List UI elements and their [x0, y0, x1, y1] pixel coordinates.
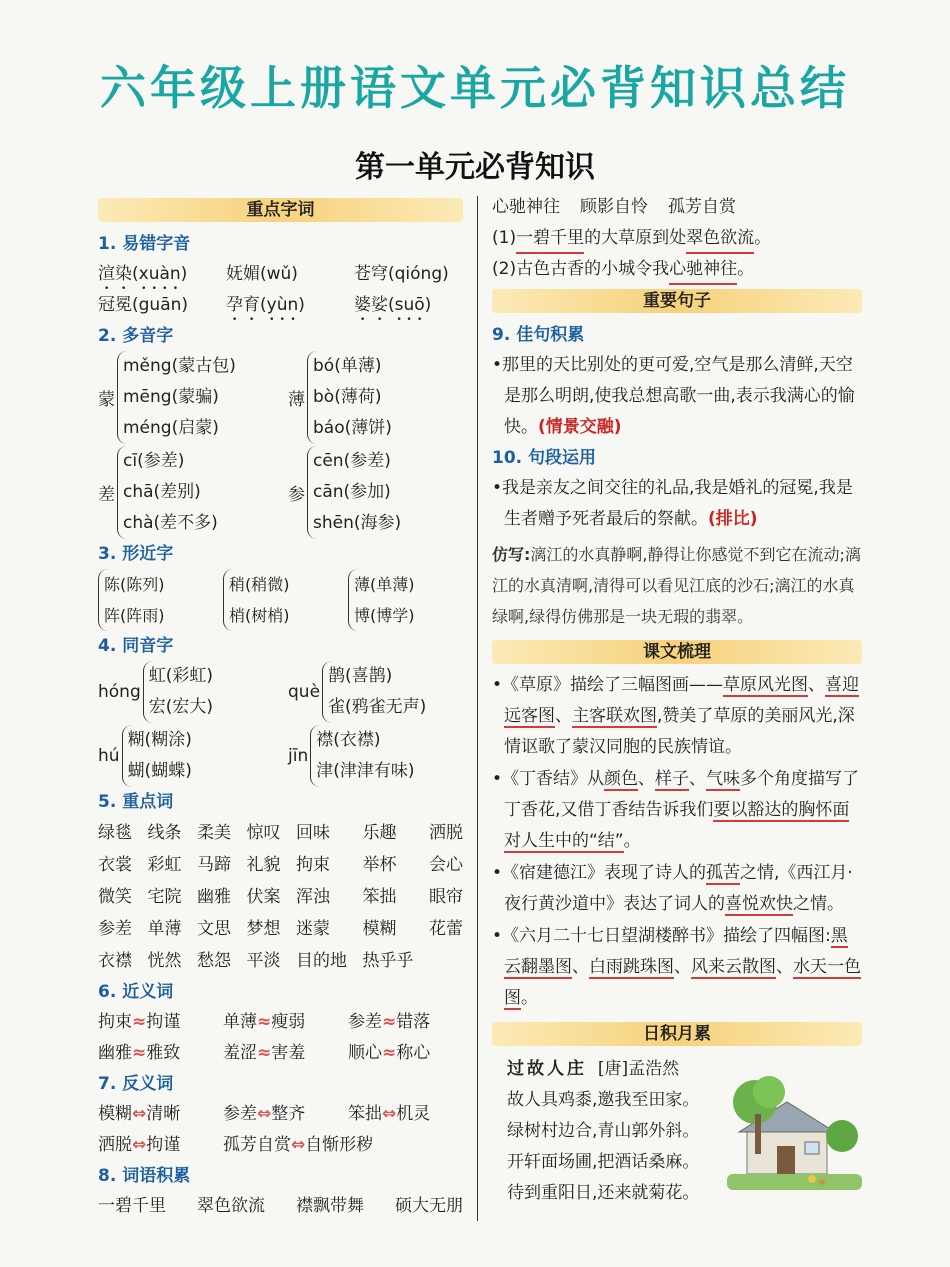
polyphone-item: shēn(海参)	[313, 513, 402, 533]
underlined-text: 喜迎远客图	[504, 675, 860, 726]
antonym-pair	[223, 1130, 463, 1161]
poem-author: [唐]孟浩然	[597, 1059, 680, 1079]
text: 、	[689, 769, 707, 789]
key-word: 目的地	[296, 951, 347, 971]
word-item: 渲染(xuàn)	[98, 264, 188, 284]
key-word: 愁怨	[197, 951, 231, 971]
accumulation-row-cont	[492, 192, 862, 223]
word-item: 翠色欲流	[197, 1196, 265, 1216]
polyphone-char: 差	[98, 485, 115, 505]
homophone-block-1	[98, 661, 463, 723]
key-word	[429, 945, 463, 977]
text: •《草原》描绘了三幅图画——	[492, 675, 724, 695]
word: 顺心	[348, 1043, 382, 1063]
opposite-arrow-icon: ⇔	[132, 1135, 147, 1155]
pronunciation-row	[98, 259, 463, 290]
word: 自惭形秽	[305, 1135, 374, 1155]
underlined-text: 喜悦欢快	[725, 894, 793, 914]
synonym-pair	[348, 1038, 463, 1069]
text: 。	[521, 988, 538, 1008]
approx-symbol: ≈	[382, 1012, 397, 1032]
word-item: 硕大无朋	[395, 1196, 463, 1216]
polyphone-group	[288, 351, 392, 444]
word-item: 孤芳自赏	[668, 197, 736, 217]
underlined-text: 样子	[655, 769, 690, 789]
underlined-text: 心驰神往	[669, 254, 737, 285]
underlined-text: 风来云散图	[691, 957, 776, 977]
homophone-item: 宏(宏大)	[148, 697, 214, 717]
review-item-1	[492, 670, 862, 763]
similar-item: 稍(稍微)	[229, 575, 290, 594]
similar-group	[98, 569, 223, 631]
key-word: 伏案	[246, 887, 281, 907]
polyphone-block-1	[98, 351, 463, 444]
polyphone-group	[288, 446, 401, 539]
synonym-pair	[223, 1007, 348, 1038]
good-sentence	[492, 350, 862, 443]
homophone-item: 蝴(蝴蝶)	[127, 761, 192, 781]
poem-line: 开轩面场圃,把酒话桑麻。	[507, 1152, 700, 1172]
pronunciation-row	[98, 290, 463, 321]
polyphone-item: měng(蒙古包)	[123, 356, 236, 376]
section-title-9: 9. 佳句积累	[492, 325, 585, 345]
word: 整齐	[271, 1104, 306, 1124]
opposite-arrow-icon: ⇔	[257, 1104, 272, 1124]
review-item-4	[492, 921, 862, 1014]
underlined-text: 气味	[706, 769, 741, 789]
homophone-pinyin: hóng	[98, 682, 141, 702]
similar-chars-block	[98, 569, 463, 631]
text: 多个角度描写了丁香花,又借丁香结告诉我们	[504, 769, 860, 820]
key-word: 梦想	[246, 919, 281, 939]
key-word: 宅院	[147, 887, 182, 907]
key-word: 微笑	[98, 887, 132, 907]
word: 错落	[396, 1012, 431, 1032]
key-word: 热乎乎	[362, 951, 414, 971]
approx-symbol: ≈	[382, 1043, 397, 1063]
word: 单薄	[223, 1012, 257, 1032]
section-title-4: 4. 同音字	[98, 636, 174, 656]
right-column	[492, 195, 862, 1209]
approx-symbol: ≈	[257, 1012, 272, 1032]
example-sentence-1	[492, 223, 862, 254]
underlined-text: 颜色	[604, 769, 639, 789]
unit-title: 第一单元必背知识	[355, 150, 595, 185]
key-word: 模糊	[362, 919, 397, 939]
antonym-pair	[98, 1099, 223, 1130]
homophone-item: 糊(糊涂)	[127, 730, 192, 750]
key-word: 绿毯	[98, 823, 132, 843]
key-word: 参差	[98, 919, 132, 939]
polyphone-item: bò(薄荷)	[313, 387, 382, 407]
banner-key-sentences: 重要句子	[492, 289, 862, 313]
text: (1)	[492, 228, 517, 248]
key-word: 文思	[197, 919, 231, 939]
key-word: 惊叹	[246, 823, 281, 843]
technique-tag: (排比)	[708, 509, 758, 529]
polyphone-item: cēn(参差)	[313, 451, 391, 471]
poem-line: 故人具鸡黍,邀我至田家。	[507, 1090, 700, 1110]
word: 模糊	[98, 1104, 132, 1124]
column-divider	[477, 196, 478, 1221]
polyphone-item: chà(差不多)	[123, 513, 218, 533]
main-title: 六年级上册语文单元必背知识总结	[100, 61, 850, 115]
key-word: 举杯	[362, 855, 397, 875]
word-item: 苍穹(qióng)	[354, 264, 449, 284]
section-title-6: 6. 近义词	[98, 982, 174, 1002]
underlined-text: 黑云翻墨图	[504, 926, 848, 977]
section-title-3: 3. 形近字	[98, 544, 174, 564]
homophone-item: 襟(衣襟)	[316, 730, 381, 750]
word: 笨拙	[348, 1104, 382, 1124]
antonym-pair	[348, 1099, 463, 1130]
homophone-item: 虹(彩虹)	[148, 666, 214, 686]
synonyms-grid	[98, 1007, 463, 1069]
text: 之情,《西江月·夜行黄沙道中》表达了词人的	[504, 863, 853, 914]
word: 拘谨	[146, 1012, 181, 1032]
polyphone-item: báo(薄饼)	[313, 418, 392, 438]
text: 。	[754, 228, 772, 248]
underlined-text: 主客联欢图	[572, 706, 657, 726]
poem-line: 绿树村边合,青山郭外斜。	[507, 1121, 700, 1141]
text: •《宿建德江》表现了诗人的	[492, 863, 707, 883]
key-word: 衣襟	[98, 951, 132, 971]
synonym-pair	[98, 1007, 223, 1038]
word: 雅致	[146, 1043, 181, 1063]
word: 羞涩	[223, 1043, 257, 1063]
text: 的大草原到处	[584, 228, 687, 248]
text: 。	[623, 831, 641, 851]
homophone-group	[98, 661, 288, 723]
key-word: 乐趣	[362, 823, 397, 843]
word: 机灵	[396, 1104, 431, 1124]
technique-tag: (情景交融)	[538, 417, 622, 437]
opposite-arrow-icon: ⇔	[291, 1135, 306, 1155]
underlined-text: 草原风光图	[723, 675, 809, 695]
word: 称心	[396, 1043, 431, 1063]
key-word: 洒脱	[429, 823, 463, 843]
word-item: 顾影自怜	[580, 197, 648, 217]
underlined-text: 水天一色图	[504, 957, 861, 1008]
key-word: 衣裳	[98, 855, 132, 875]
polyphone-block-2	[98, 446, 463, 539]
underlined-text: 一碧千里	[516, 223, 584, 254]
similar-item: 梢(树梢)	[229, 606, 290, 625]
word: 洒脱	[98, 1135, 132, 1155]
text: ,赞美了草原的美丽风光,深情讴歌了蒙汉同胞的民族情谊。	[504, 706, 855, 757]
synonym-pair	[348, 1007, 463, 1038]
banner-key-words: 重点字词	[98, 198, 463, 222]
review-item-3	[492, 858, 862, 920]
key-word: 花蕾	[429, 919, 463, 939]
underlined-text: 要以豁达的胸怀面对人生中的“结”	[504, 800, 850, 851]
homophone-pinyin: què	[288, 682, 321, 702]
antonyms-grid	[98, 1099, 463, 1161]
polyphone-item: bó(单薄)	[313, 356, 382, 376]
word: 拘束	[98, 1012, 132, 1032]
word-item: 心驰神往	[492, 197, 560, 217]
polyphone-item: chā(差别)	[123, 482, 201, 502]
polyphone-char: 蒙	[98, 390, 115, 410]
example-sentence-2	[492, 254, 862, 285]
homophone-item: 雀(鸦雀无声)	[328, 697, 427, 717]
homophone-item: 津(津津有味)	[316, 761, 415, 781]
key-word: 平淡	[246, 951, 281, 971]
approx-symbol: ≈	[132, 1043, 147, 1063]
text: •《六月二十七日望湖楼醉书》描绘了四幅图:	[492, 926, 831, 946]
word: 拘谨	[146, 1135, 181, 1155]
antonym-pair	[223, 1099, 348, 1130]
homophone-pinyin: jīn	[288, 746, 309, 766]
text: 。	[737, 259, 755, 279]
approx-symbol: ≈	[132, 1012, 147, 1032]
key-word: 马蹄	[197, 855, 231, 875]
text: •那里的天比别处的更可爱,空气是那么清鲜,天空是那么明朗,使我总想高歌一曲,表示我满心的愉快。	[492, 355, 855, 437]
word: 孤芳自赏	[223, 1135, 291, 1155]
key-word: 笨拙	[362, 887, 397, 907]
word-item: 妩媚(wǔ)	[226, 264, 298, 284]
approx-symbol: ≈	[257, 1043, 272, 1063]
section-title-1: 1. 易错字音	[98, 234, 191, 254]
polyphone-item: cī(参差)	[123, 451, 185, 471]
key-word: 线条	[147, 823, 182, 843]
left-column	[98, 195, 463, 1222]
polyphone-group	[98, 446, 288, 539]
key-word: 礼貌	[246, 855, 281, 875]
text: •《丁香结》从	[492, 769, 605, 789]
key-word: 柔美	[197, 823, 231, 843]
imitation-writing	[492, 539, 862, 632]
opposite-arrow-icon: ⇔	[132, 1104, 147, 1124]
review-item-2	[492, 764, 862, 857]
synonym-pair	[98, 1038, 223, 1069]
imitation-label: 仿写:	[492, 545, 531, 564]
word: 幽雅	[98, 1043, 132, 1063]
text: 、	[808, 675, 826, 695]
banner-daily-accumulation: 日积月累	[492, 1022, 862, 1046]
text: 、	[776, 957, 793, 977]
similar-item: 阵(阵雨)	[104, 606, 165, 625]
polyphone-char: 薄	[288, 390, 305, 410]
key-word: 眼帘	[429, 887, 463, 907]
similar-item: 陈(陈列)	[104, 575, 165, 594]
banner-text-review: 课文梳理	[492, 640, 862, 664]
similar-group	[348, 569, 415, 631]
synonym-pair	[223, 1038, 348, 1069]
word-item: 孕育(yùn)	[226, 295, 305, 315]
poem-line: 待到重阳日,还来就菊花。	[507, 1183, 700, 1203]
key-word: 会心	[429, 855, 463, 875]
word: 参差	[223, 1104, 257, 1124]
section-title-8: 8. 词语积累	[98, 1166, 191, 1186]
text: 、	[674, 957, 691, 977]
polyphone-group	[98, 351, 288, 444]
key-word: 恍然	[147, 951, 182, 971]
word-item: 襟飘带舞	[296, 1196, 364, 1216]
section-title-5: 5. 重点词	[98, 792, 174, 812]
homophone-block-2	[98, 725, 463, 787]
key-word: 彩虹	[147, 855, 182, 875]
word-item: 冠冕(guān)	[98, 295, 189, 315]
section-title-7: 7. 反义词	[98, 1074, 174, 1094]
word: 清晰	[146, 1104, 181, 1124]
word-item: 婆娑(suō)	[354, 295, 432, 315]
text: 、	[638, 769, 656, 789]
antonym-pair	[98, 1130, 223, 1161]
key-word: 拘束	[296, 855, 330, 875]
key-words-grid	[98, 817, 463, 977]
section-title-10: 10. 句段运用	[492, 448, 597, 468]
key-word: 回味	[296, 823, 330, 843]
homophone-group	[288, 661, 426, 723]
word: 瘦弱	[271, 1012, 306, 1032]
key-word: 单薄	[147, 919, 182, 939]
poem-block	[492, 1054, 862, 1209]
key-word: 幽雅	[197, 887, 231, 907]
underlined-text: 白雨跳珠图	[589, 957, 674, 977]
text: 、	[555, 706, 572, 726]
key-word: 浑浊	[296, 887, 330, 907]
section-title-2: 2. 多音字	[98, 326, 174, 346]
text: 漓江的水真静啊,静得让你感觉不到它在流动;漓江的水真清啊,清得可以看见江底的沙石;漓江的水真绿啊,绿得仿佛那是一块无瑕的翡翠。	[492, 545, 861, 626]
polyphone-item: mēng(蒙骗)	[123, 387, 219, 407]
farmhouse-illustration	[727, 1074, 862, 1194]
paragraph-sentence	[492, 473, 862, 535]
polyphone-item: méng(启蒙)	[123, 418, 219, 438]
opposite-arrow-icon: ⇔	[382, 1104, 397, 1124]
word-item: 一碧千里	[98, 1196, 166, 1216]
similar-group	[223, 569, 348, 631]
word: 参差	[348, 1012, 382, 1032]
word: 害羞	[271, 1043, 306, 1063]
homophone-group	[288, 725, 415, 787]
similar-item: 博(博学)	[354, 606, 415, 625]
accumulation-row	[98, 1191, 463, 1222]
homophone-item: 鹊(喜鹊)	[328, 666, 393, 686]
poem-title: 过故人庄	[507, 1059, 587, 1079]
polyphone-char: 参	[288, 485, 305, 505]
homophone-pinyin: hú	[98, 746, 120, 766]
text: (2)古色古香的小城令我	[492, 259, 670, 279]
text: 之情。	[793, 894, 844, 914]
polyphone-item: cān(参加)	[313, 482, 391, 502]
key-word: 迷蒙	[296, 919, 330, 939]
text: 、	[572, 957, 589, 977]
homophone-group	[98, 725, 288, 787]
similar-item: 薄(单薄)	[354, 575, 415, 594]
underlined-text: 翠色欲流	[686, 223, 754, 254]
text: •我是亲友之间交往的礼品,我是婚礼的冠冕,我是生者赠予死者最后的祭献。	[492, 478, 853, 529]
underlined-text: 孤苦	[706, 863, 741, 883]
